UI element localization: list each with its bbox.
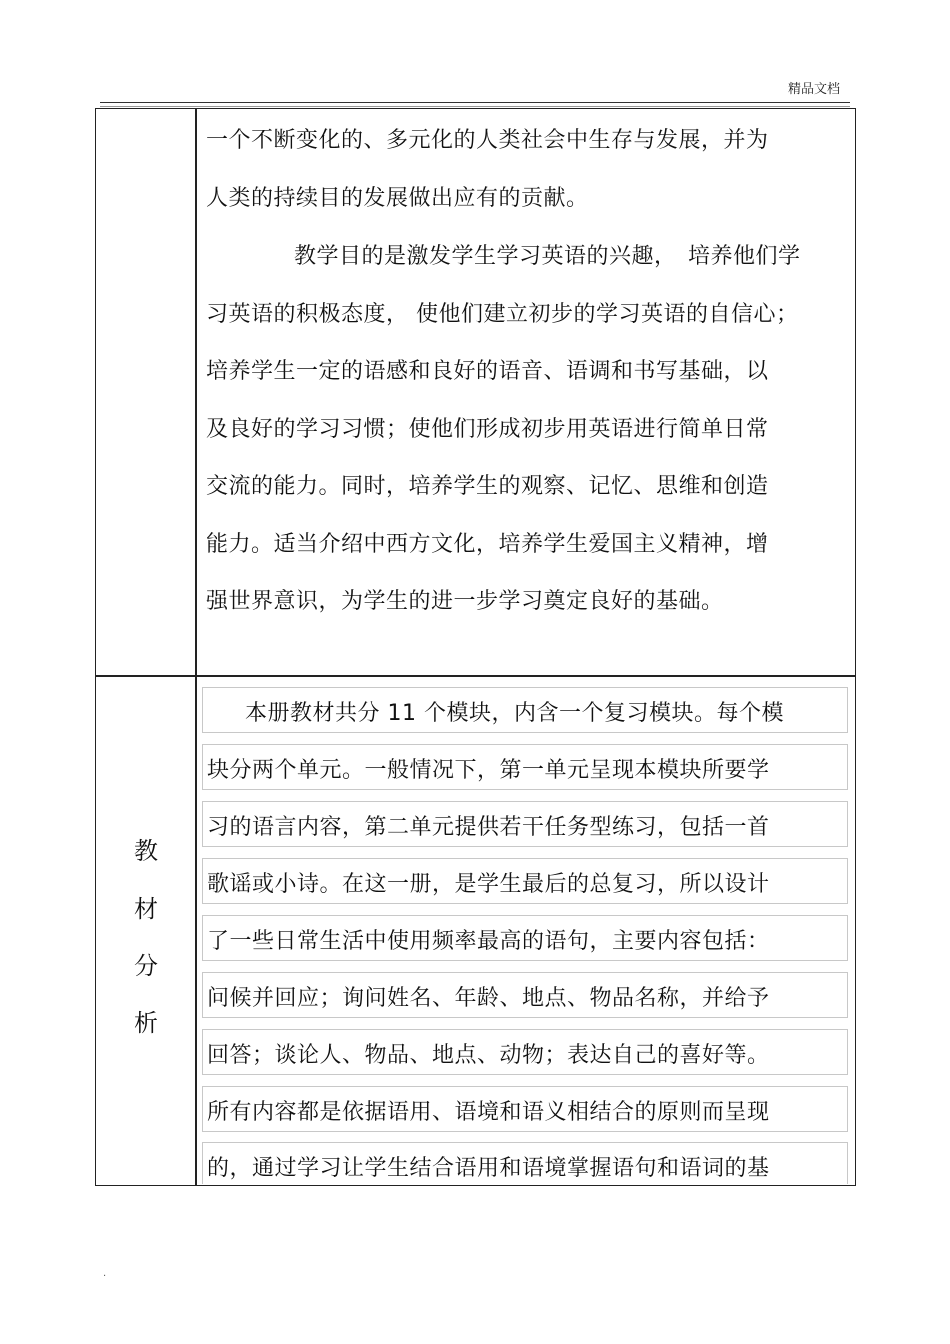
section-label-char: 材 — [134, 895, 158, 923]
paragraph-line: 块分两个单元。一般情况下，第一单元呈现本模块所要学 — [207, 758, 770, 783]
paragraph-line: 本册教材共分 11 个模块，内含一个复习模块。每个模 — [245, 701, 784, 726]
header-label: 精品文档 — [787, 82, 840, 97]
footer-mark: . — [103, 1268, 107, 1279]
paragraph-line: 强世界意识，为学生的进一步学习奠定良好的基础。 — [206, 589, 724, 614]
paragraph-line: 了一些日常生活中使用频率最高的语句，主要内容包括： — [207, 929, 770, 954]
paragraph-line: 教学目的是激发学生学习英语的兴趣， 培养他们学 — [294, 244, 801, 269]
text-box — [202, 801, 848, 847]
paragraph-line: 能力。适当介绍中西方文化，培养学生爱国主义精神，增 — [206, 532, 769, 557]
paragraph-line: 问候并回应；询问姓名、年龄、地点、物品名称，并给予 — [207, 986, 770, 1011]
paragraph-line: 回答；谈论人、物品、地点、动物；表达自己的喜好等。 — [207, 1043, 770, 1068]
paragraph-line: 习英语的积极态度， 使他们建立初步的学习英语的自信心； — [206, 302, 799, 327]
content-table — [95, 108, 856, 1186]
paragraph-line: 歌谣或小诗。在这一册，是学生最后的总复习，所以设计 — [207, 872, 770, 897]
text-box — [202, 1029, 848, 1075]
section-label-char: 教 — [134, 837, 158, 865]
table-row-divider — [96, 675, 855, 677]
text-box — [202, 858, 848, 904]
header-rule-secondary — [100, 106, 850, 107]
text-box — [202, 972, 848, 1018]
header-rule — [100, 102, 850, 103]
paragraph-line: 一个不断变化的、多元化的人类社会中生存与发展，并为 — [206, 128, 769, 153]
paragraph-line: 人类的持续目的发展做出应有的贡献。 — [206, 186, 589, 211]
paragraph-line: 的，通过学习让学生结合语用和语境掌握语句和语词的基 — [207, 1156, 770, 1181]
text-box — [202, 744, 848, 790]
text-box — [202, 687, 848, 733]
paragraph-line: 所有内容都是依据语用、语境和语义相结合的原则而呈现 — [207, 1100, 770, 1125]
section-label-char: 析 — [134, 1009, 158, 1037]
paragraph-line: 习的语言内容，第二单元提供若干任务型练习，包括一首 — [207, 815, 770, 840]
paragraph-line: 及良好的学习习惯；使他们形成初步用英语进行简单日常 — [206, 417, 769, 442]
paragraph-line: 培养学生一定的语感和良好的语音、语调和书写基础，以 — [206, 359, 769, 384]
text-box — [202, 1142, 848, 1184]
text-box — [202, 1086, 848, 1132]
section-label-char: 分 — [134, 952, 158, 980]
text-box — [202, 915, 848, 961]
paragraph-line: 交流的能力。同时，培养学生的观察、记忆、思维和创造 — [206, 474, 769, 499]
